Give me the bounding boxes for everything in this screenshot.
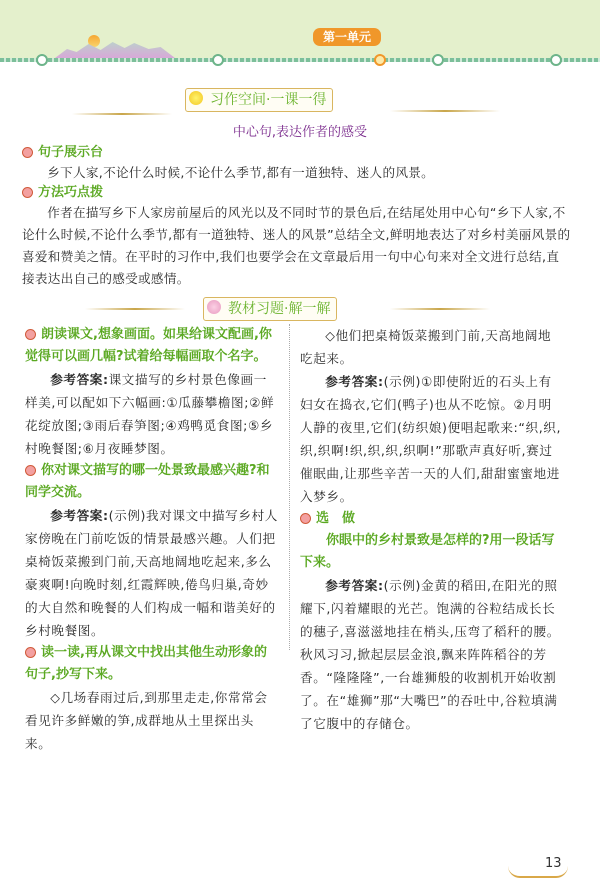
banner-line [390,308,490,310]
rail-node-icon [432,54,444,66]
question-2 [25,460,279,504]
section-title: 中心句,表达作者的感受 [232,125,368,140]
answer-text: (示例)金黄的稻田,在阳光的照耀下,闪着耀眼的光芒。饱满的谷粒结成长长的穗子,喜滋滋地挂在梢头,压弯了稻秆的腰。秋风习习,掀起层层金浪,飘来阵阵稻谷的芳香。“隆隆隆”,一台雄狮般的收割机开始收割了。在“雄狮”那“大嘴巴”的吞吐中,谷粒填满了它腹中的存储仓。 [300,578,560,731]
heading-text: 选 做 [316,511,356,526]
banner-line [72,113,172,115]
flower-icon [207,300,221,314]
heading-text: 方法巧点拨 [38,185,104,200]
answer-2 [25,504,279,642]
bullet-icon [22,147,33,158]
bullet-icon [25,647,36,658]
bullet-icon [25,465,36,476]
sentence-heading [22,144,572,162]
answer-3 [300,370,562,508]
question-text: 朗读课文,想象画面。如果给课文配画,你觉得可以画几幅?试着给每幅画取个名字。 [25,327,272,364]
section-banner-writing [185,88,333,112]
banner-line [390,110,500,112]
sentence-text: 乡下人家,不论什么时候,不论什么季节,都有一道独特、迷人的风景。 [47,165,435,180]
answer-1 [25,368,279,460]
question-text: 读一读,再从课文中找出其他生动形象的句子,抄写下来。 [25,645,267,682]
question-1 [25,324,279,368]
left-column [25,324,279,755]
question-3 [25,642,279,686]
heading-text: 句子展示台 [38,145,104,160]
sentence-showcase [22,144,572,290]
rail-node-icon [212,54,224,66]
answer-text: 课文描写的乡村景色像画一样美,可以配如下六幅画:①瓜藤攀檐图;②鲜花绽放图;③雨后春笋图;④鸡鸭觅食图;⑤乡村晚餐图;⑥月夜睡梦图。 [25,372,275,456]
rail-node-icon [550,54,562,66]
question-text: 你对课文描写的哪一处景致最感兴趣?和同学交流。 [25,463,270,500]
answer-label: 参考答案: [50,372,109,387]
bullet-icon [300,513,311,524]
flower-icon [189,91,203,105]
rail-node-icon [374,54,386,66]
example-sentence-2: ◇他们把桌椅饭菜搬到门前,天高地阔地吃起来。 [300,328,552,366]
answer-label: 参考答案: [325,374,384,389]
answer-4 [300,574,562,735]
section-banner-exercises [203,297,337,321]
header-divider [0,58,600,62]
banner-label: 教材习题·解一解 [228,301,331,317]
column-divider [289,324,290,650]
page-number: 13 [545,856,562,871]
answer-label: 参考答案: [50,508,109,523]
example-sentence-1: ◇几场春雨过后,到那里走走,你常常会看见许多鲜嫩的笋,成群地从土里探出头来。 [25,690,268,751]
banner-label: 习作空间·一课一得 [210,92,327,108]
answer-text: (示例)我对课文中描写乡村人家傍晚在门前吃饭的情景最感兴趣。人们把桌椅饭菜搬到门前,天高地阔地吃起来,多么豪爽啊!向晚时刻,红霞辉映,倦鸟归巢,奇妙的大自然和晚餐的人们构成一幅和谐美好的乡村晚餐图。 [25,508,278,638]
rail-node-icon [36,54,48,66]
method-text: 作者在描写乡下人家房前屋后的风光以及不同时节的景色后,在结尾处用中心句“乡下人家,不论什么时候,不论什么季节,都有一道独特、迷人的风景”总结全文,鲜明地表达了对乡村美丽风景的喜爱和赞美之情。在平时的习作中,我们也要学会在文章最后用一句中心句来对全文进行总结,直接表达出自己的感受或感情。 [22,205,571,286]
banner-line [85,308,185,310]
bullet-icon [22,187,33,198]
bullet-icon [25,329,36,340]
answer-text: (示例)①即使附近的石头上有妇女在捣衣,它们(鸭子)也从不吃惊。②月明人静的夜里,它们(纺织娘)便唱起歌来:“织,织,织,织啊!织,织,织,织啊!”那歌声真好听,赛过催眠曲,让那些辛苦一天的人们,甜甜蜜蜜地进入梦乡。 [300,374,562,504]
method-heading [22,184,572,202]
answer-label: 参考答案: [325,578,384,593]
optional-heading [300,508,562,530]
right-column [300,324,562,735]
question-4: 你眼中的乡村景致是怎样的?用一段话写下来。 [300,533,555,570]
unit-label: 第一单元 [313,28,381,46]
